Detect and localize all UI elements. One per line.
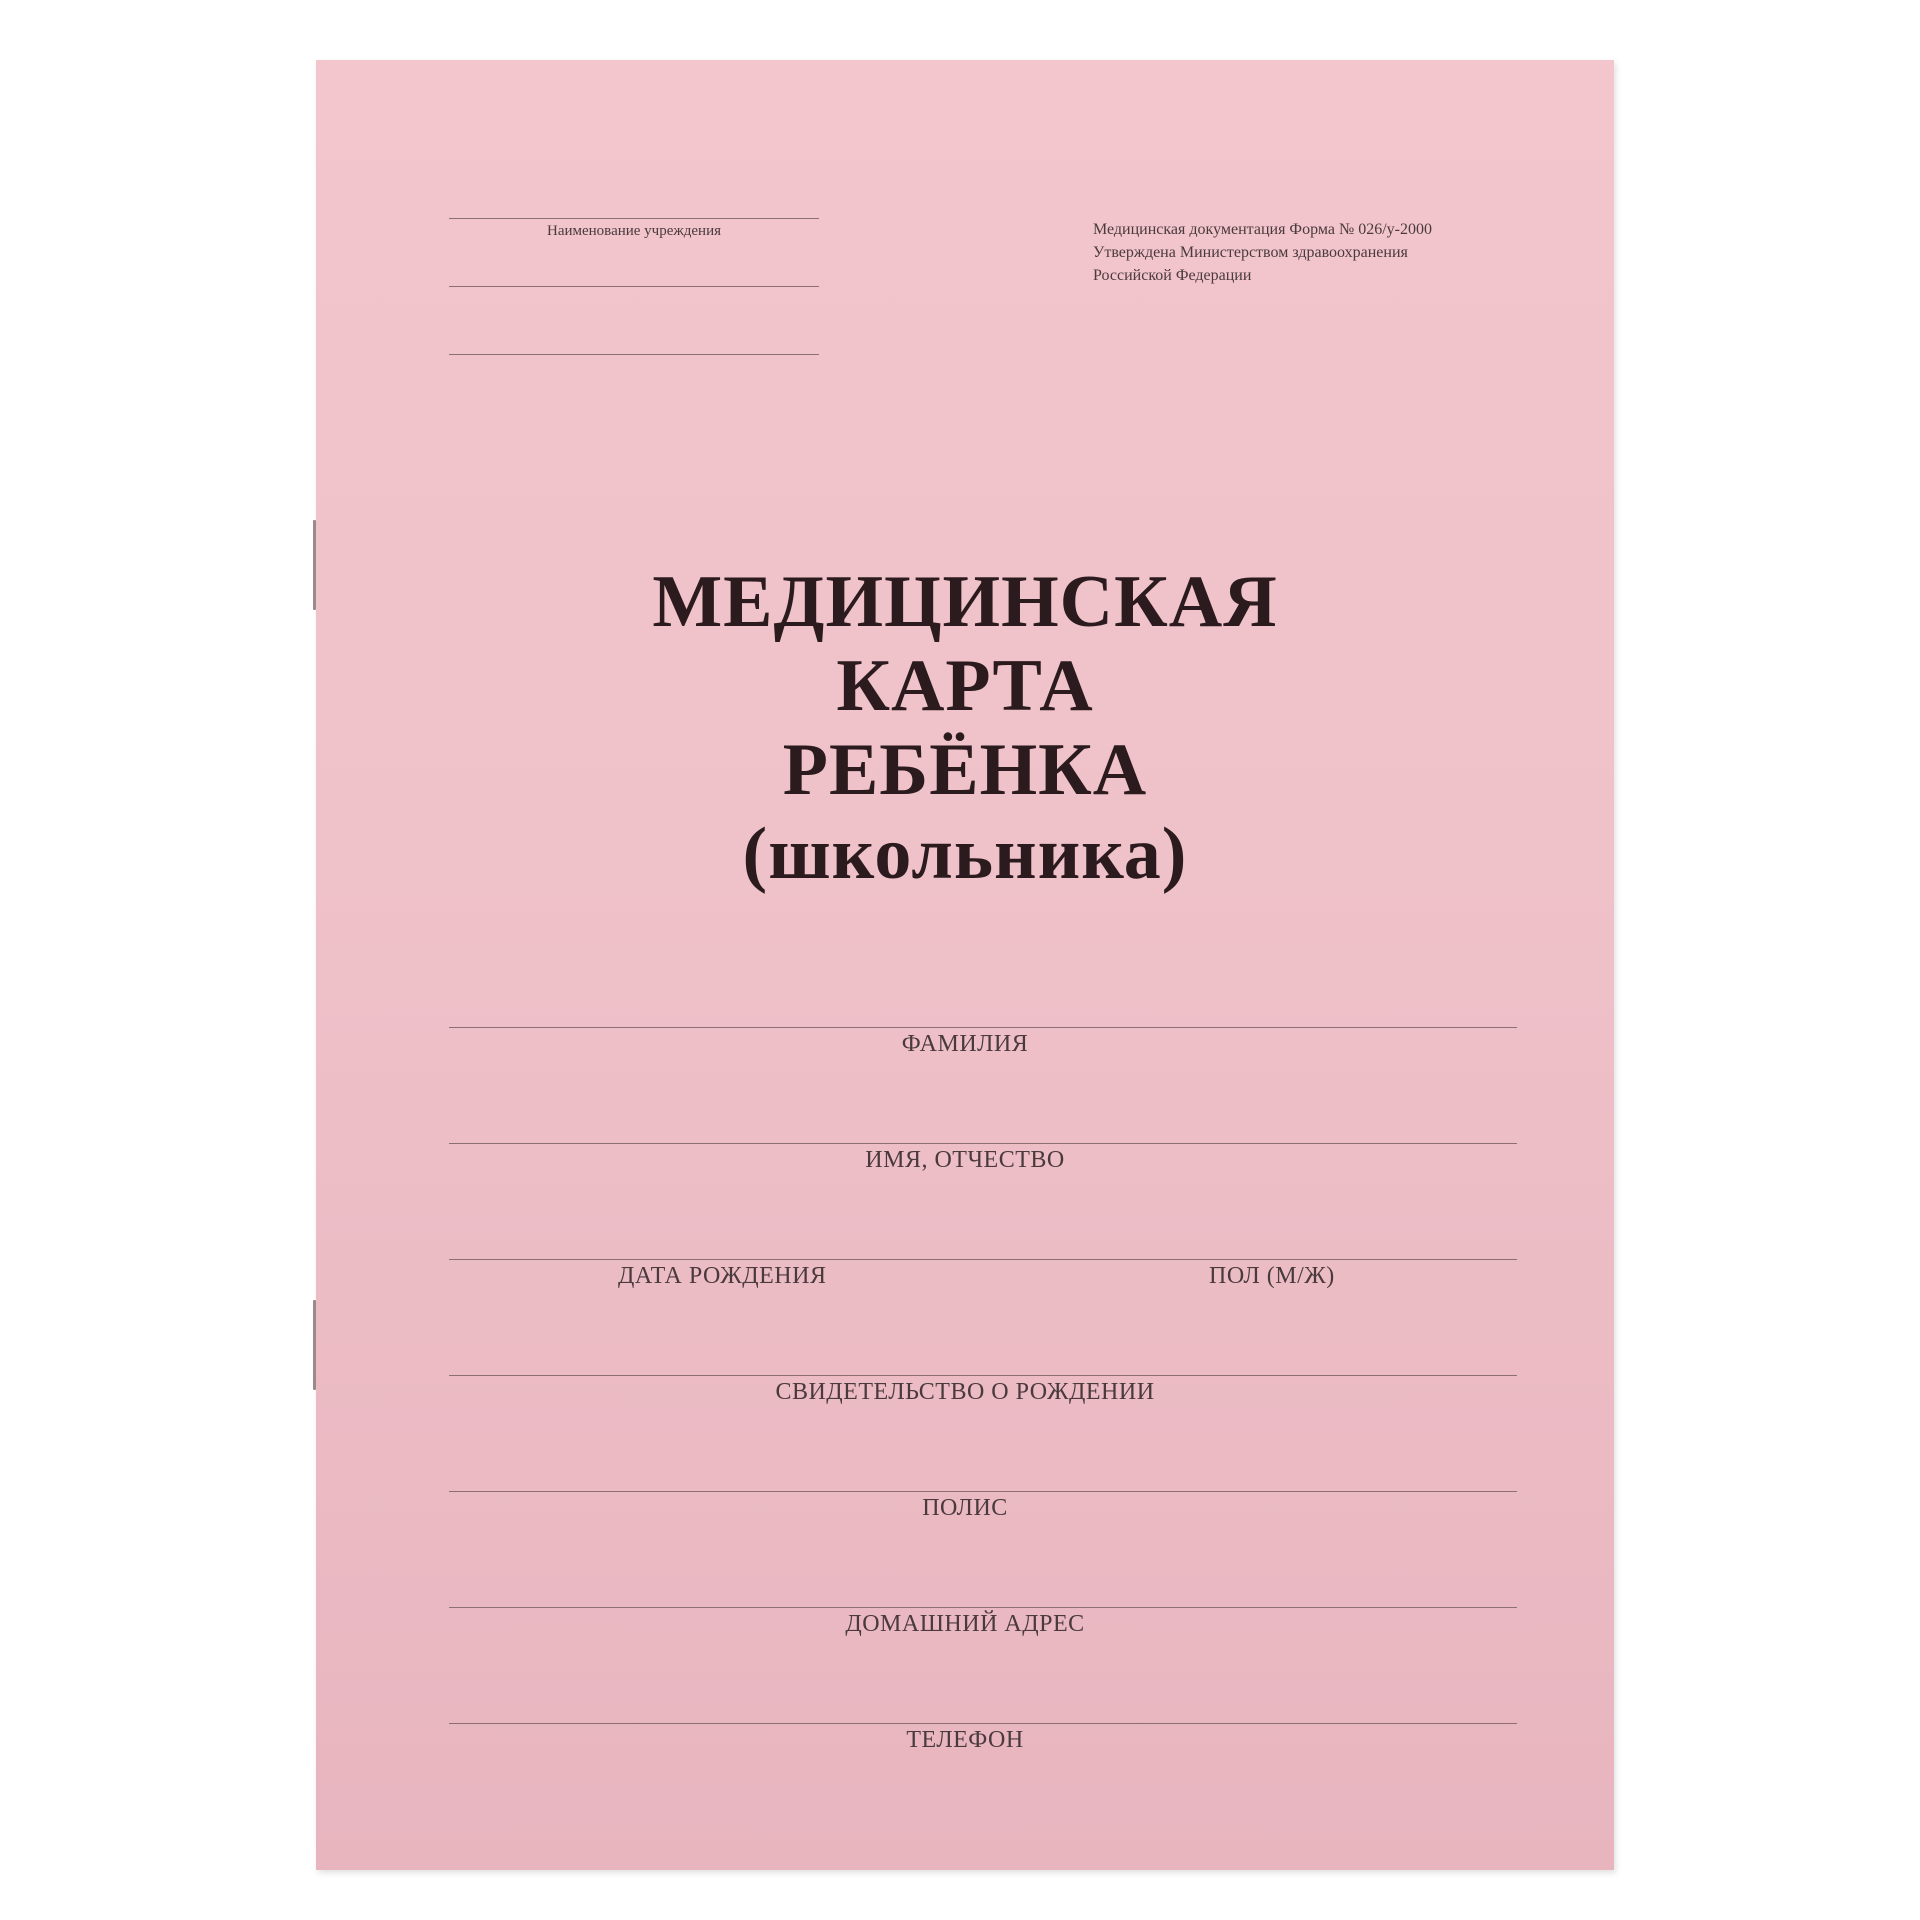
title-line: РЕБЁНКА bbox=[782, 729, 1148, 811]
phone-line[interactable] bbox=[449, 1723, 1517, 1724]
title-line: КАРТА bbox=[836, 645, 1094, 727]
document-title bbox=[316, 560, 1614, 896]
birth-date-sex-line[interactable] bbox=[449, 1259, 1517, 1260]
title-line: (школьника) bbox=[742, 813, 1188, 895]
form-note bbox=[1093, 218, 1563, 287]
institution-line[interactable] bbox=[449, 286, 819, 287]
home-address-line[interactable] bbox=[449, 1607, 1517, 1608]
policy-line[interactable] bbox=[449, 1491, 1517, 1492]
birth-certificate-label: СВИДЕТЕЛЬСТВО О РОЖДЕНИИ bbox=[775, 1379, 1155, 1405]
phone-label: ТЕЛЕФОН bbox=[906, 1727, 1024, 1753]
institution-label: Наименование учреждения bbox=[546, 223, 721, 239]
birth-date-label: ДАТА РОЖДЕНИЯ bbox=[618, 1263, 827, 1289]
staple-mark bbox=[313, 1300, 316, 1390]
birth-certificate-line[interactable] bbox=[449, 1375, 1517, 1376]
surname-label: ФАМИЛИЯ bbox=[901, 1031, 1029, 1057]
name-patronymic-line[interactable] bbox=[449, 1143, 1517, 1144]
policy-label: ПОЛИС bbox=[922, 1495, 1008, 1521]
surname-line[interactable] bbox=[449, 1027, 1517, 1028]
institution-line[interactable] bbox=[449, 218, 819, 219]
form-note-line: Медицинская документация Форма № 026/у-2000 bbox=[1093, 221, 1432, 238]
institution-line[interactable] bbox=[449, 354, 819, 355]
home-address-label: ДОМАШНИЙ АДРЕС bbox=[845, 1611, 1085, 1637]
form-note-line: Российской Федерации bbox=[1093, 267, 1252, 284]
title-line: МЕДИЦИНСКАЯ bbox=[652, 561, 1278, 643]
sex-label: ПОЛ (М/Ж) bbox=[1209, 1263, 1335, 1289]
form-note-line: Утверждена Министерством здравоохранения bbox=[1093, 244, 1408, 261]
medical-card-cover bbox=[316, 60, 1614, 1870]
name-patronymic-label: ИМЯ, ОТЧЕСТВО bbox=[865, 1147, 1065, 1173]
